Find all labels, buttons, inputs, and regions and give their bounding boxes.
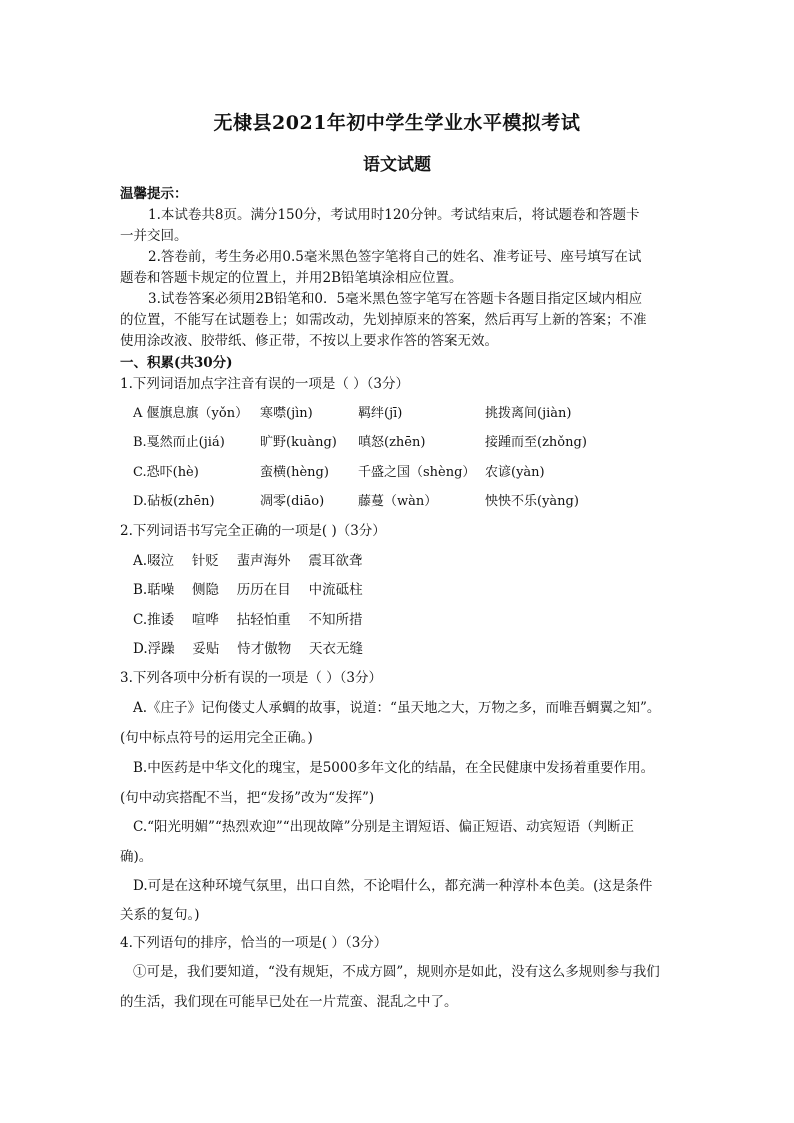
- q1-option: D.砧板(zhēn): [133, 494, 215, 509]
- q1-option: 旷野(kuàng): [260, 435, 337, 450]
- q1-option: 嗔怒(zhēn): [358, 435, 426, 450]
- q3-line: 确)。: [120, 849, 153, 865]
- question-3-stem: 3.下列各项中分析有误的一项是（ ）（3分）: [120, 670, 383, 686]
- tips-line: 题卷和答题卡规定的位置上，并用2B铅笔填涂相应位置。: [120, 270, 463, 286]
- q2-option: B.聒噪 侧隐 历历在目 中流砥柱: [133, 582, 363, 598]
- q1-option: 蛮横(hèng): [260, 465, 329, 480]
- tips-line: 一并交回。: [120, 228, 188, 244]
- question-4-stem: 4.下列语句的排序，恰当的一项是( ）（3分）: [120, 935, 388, 951]
- q1-option: 挑拨离间(jiàn): [485, 406, 572, 421]
- q1-option: 寒噤(jìn): [260, 406, 313, 421]
- q2-option: A.啜泣 针贬 蜚声海外 震耳欲聋: [133, 553, 363, 569]
- q3-line: B.中医药是中华文化的瑰宝，是5000多年文化的结晶，在全民健康中发扬着重要作用。: [133, 760, 655, 776]
- q1-option: 千盛之国（shèng）: [358, 465, 476, 480]
- q4-line: ①可是，我们要知道，“没有规矩，不成方圆”，规则亦是如此，没有这么多规则参与我们: [133, 964, 660, 980]
- tips-line: 2.答卷前，考生务必用0.5毫米黑色签字笔将自己的姓名、准考证号、座号填写在试: [148, 249, 642, 265]
- q1-option: 接踵而至(zhǒng): [485, 435, 587, 450]
- tips-line: 使用涂改液、胶带纸、修正带，不按以上要求作答的答案无效。: [120, 333, 498, 349]
- q1-option: B.戛然而止(jiá): [133, 435, 225, 450]
- q3-line: (句中动宾搭配不当，把“发扬”改为“发挥”): [120, 790, 375, 806]
- q3-line: (句中标点符号的运用完全正确。): [120, 730, 313, 746]
- q1-option: 藤蔓（wàn）: [358, 494, 438, 509]
- q1-option: 凋零(diāo): [260, 494, 325, 509]
- q1-option: 羁绊(jī): [358, 406, 403, 421]
- q1-option: 怏怏不乐(yàng): [485, 494, 579, 509]
- tips-line: 1.本试卷共8页。满分150分，考试用时120分钟。考试结束后，将试题卷和答题卡: [148, 207, 640, 223]
- tips-heading: 温馨提示：: [120, 186, 188, 202]
- exam-subtitle: 语文试题: [363, 155, 431, 175]
- q3-line: A.《庄子》记佝偻丈人承蜩的故事，说道：“虽天地之大，万物之多，而唯吾蜩翼之知”。: [133, 700, 661, 716]
- q1-option: A 偃旗息旗（yǒn）: [133, 406, 249, 421]
- exam-title: 无棣县2021年初中学生学业水平模拟考试: [213, 112, 581, 134]
- q4-line: 的生活，我们现在可能早已处在一片荒蛮、混乱之中了。: [120, 994, 458, 1010]
- q3-line: 关系的复句。): [120, 907, 200, 923]
- question-1-stem: 1.下列词语加点字注音有误的一项是（ ）（3分）: [120, 376, 410, 392]
- question-2-stem: 2.下列词语书写完全正确的一项是( )（3分）: [120, 523, 386, 539]
- q2-option: D.浮躁 妥贴 恃才傲物 天衣无缝: [133, 641, 364, 657]
- tips-line: 3.试卷答案必须用2B铅笔和0．5毫米黑色签字笔写在答题卡各题目指定区域内相应: [148, 291, 643, 307]
- q2-option: C.推诿 喧哗 拈轻怕重 不知所措: [133, 612, 363, 628]
- q3-line: D.可是在这种环境气氛里，出口自然，不论唱什么，都充满一种淳朴本色美。(这是条件: [133, 878, 653, 894]
- q1-option: C.恐吓(hè): [133, 465, 199, 480]
- tips-line: 的位置，不能写在试题卷上；如需改动，先划掉原来的答案，然后再写上新的答案；不准: [120, 312, 647, 328]
- section-heading: 一、积累(共30分): [120, 355, 233, 371]
- q1-option: 农谚(yàn): [485, 465, 545, 480]
- q3-line: C.“阳光明媚”“热烈欢迎”“出现故障”分别是主谓短语、偏正短语、动宾短语（判断正: [133, 819, 635, 835]
